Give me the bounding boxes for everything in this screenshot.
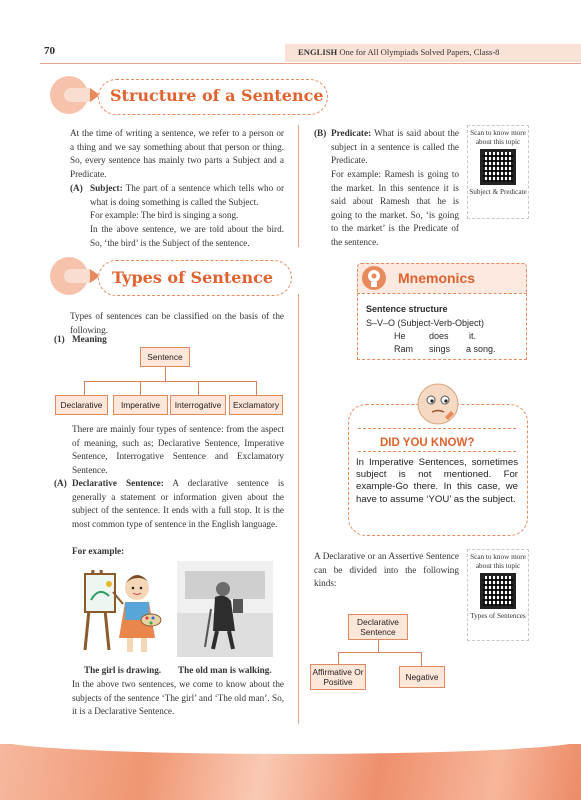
diagram-node-sentence: Sentence	[140, 347, 190, 367]
thinking-face-icon	[415, 381, 461, 427]
page-number: 70	[44, 45, 55, 57]
types-paragraph: There are mainly four types of sentence: from the aspect of meaning, such as; Declarative Sentence, Imperative Sentence, Interrogative Sentence and Exclamatory Sentence.	[72, 424, 284, 475]
diagram-node-imperative: Imperative	[113, 395, 168, 415]
qr-card-subject-predicate[interactable]	[467, 125, 529, 219]
girl-drawing-illustration	[79, 560, 167, 658]
predicate-text: What is said about the subject in a sentence is called the Predicate.	[331, 128, 459, 166]
types-intro: Types of sentences can be classified on the basis of the following.	[70, 311, 284, 335]
mnemonics-word: He	[394, 331, 406, 341]
diagram-connector	[421, 652, 422, 666]
pencil-icon	[64, 88, 90, 102]
mnemonics-heading: Sentence structure	[366, 304, 448, 314]
mnemonics-word: it.	[469, 331, 477, 341]
structure-intro: At the time of writing a sentence, we refer to a person or a thing and we say something about that person or thing. So, every sentence has mainly two parts a Subject and a Predicate.	[70, 128, 284, 179]
declarative-kinds-text: A Declarative or an Assertive Sentence can be divided into the following kinds:	[314, 551, 459, 589]
subject-definition	[90, 182, 284, 209]
qr-caption-bottom: Types of Sentences	[470, 612, 526, 620]
diagram-connector	[338, 652, 422, 653]
declarative-term: Declarative Sentence:	[72, 478, 164, 488]
diagram-node-declarative-sentence: Declarative Sentence	[348, 614, 408, 640]
mnemonics-title: Mnemonics	[398, 270, 476, 286]
qr-card-types[interactable]	[467, 549, 529, 641]
diagram-node-negative: Negative	[399, 666, 445, 688]
section-title-types: Types of Sentence	[112, 268, 274, 287]
mnemonics-word: a song.	[466, 344, 496, 354]
subject-label: (A)	[70, 183, 83, 193]
pencil-icon	[64, 269, 90, 283]
meaning-heading: Meaning	[72, 334, 107, 344]
mnemonics-rule: S–V–O (Subject-Verb-Object)	[366, 318, 485, 328]
diagram-connector	[84, 381, 85, 395]
qr-code-icon[interactable]	[480, 149, 516, 185]
predicate-term: Predicate:	[331, 128, 372, 138]
book-subject: ENGLISH	[298, 47, 338, 57]
diagram-connector	[198, 381, 199, 395]
did-you-know-title: DID YOU KNOW?	[380, 437, 475, 449]
predicate-definition	[331, 127, 459, 168]
column-divider	[298, 125, 299, 247]
declarative-label: (A)	[54, 478, 67, 488]
subject-text: The part of a sentence which tells who or what is doing something is called the Subject.	[90, 183, 284, 207]
declarative-definition	[72, 477, 284, 531]
diagram-connector	[256, 381, 257, 395]
diagram-node-exclamatory: Exclamatory	[229, 395, 283, 415]
old-man-walking-illustration	[177, 561, 273, 657]
column-divider	[298, 294, 299, 724]
subject-term: Subject:	[90, 183, 123, 193]
running-header	[298, 47, 499, 57]
mnemonics-word: Ram	[394, 344, 414, 354]
diagram-node-declarative: Declarative	[55, 395, 108, 415]
diagram-connector	[338, 652, 339, 664]
predicate-example: For example: Ramesh is going to the market. In this sentence it is said about Ramesh that he is going to the market. So, ‘is going to the market’ is the Predicate of the sentence.	[331, 169, 459, 247]
diagram-connector	[378, 640, 379, 652]
mnemonics-word: sings	[429, 344, 451, 354]
qr-caption-top: Scan to know more about this topic	[470, 129, 526, 146]
diagram-connector	[165, 367, 166, 381]
diagram-connector	[84, 381, 256, 382]
section-title-structure: Structure of a Sentence	[110, 86, 324, 105]
meaning-label: (1)	[54, 334, 65, 344]
book-title: One for All Olympiads Solved Papers, Class-8	[337, 47, 500, 57]
declarative-text: A declarative sentence is generally a statement or information given about the subject of the sentence. It ends with a full stop. It is the most common type of sentence in the English language.	[72, 478, 285, 529]
declarative-summary: In the above two sentences, we come to know about the subjects of the sentence ‘The girl’ and ‘The old man’. So, it is a Declarative Sentence.	[72, 679, 284, 717]
diagram-node-affirmative: Affirmative Or Positive	[310, 664, 366, 690]
header-rule	[40, 63, 581, 64]
brain-head-icon	[362, 266, 386, 290]
dyk-rule	[358, 428, 516, 429]
subject-explanation: In the above sentence, we are told about the bird. So, ‘the bird’ is the Subject of the sentence.	[90, 224, 284, 248]
subject-example: For example: The bird is singing a song.	[90, 210, 239, 220]
qr-code-icon[interactable]	[480, 573, 516, 609]
did-you-know-text: In Imperative Sentences, sometimes subject is not mentioned. For example-Go there. In this case, we have to assume ‘YOU’ as the subject.	[356, 457, 518, 505]
caption-old-man: The old man is walking.	[178, 665, 272, 675]
predicate-label: (B)	[314, 128, 327, 138]
caption-girl: The girl is drawing.	[84, 665, 162, 675]
diagram-connector	[140, 381, 141, 395]
qr-caption-top: Scan to know more about this topic	[470, 553, 526, 570]
diagram-node-interrogative: Interrogative	[170, 395, 226, 415]
qr-caption-bottom: Subject & Predicate	[469, 188, 527, 196]
dyk-rule	[358, 451, 516, 452]
example-heading: For example:	[72, 546, 125, 556]
mnemonics-word: does	[429, 331, 449, 341]
